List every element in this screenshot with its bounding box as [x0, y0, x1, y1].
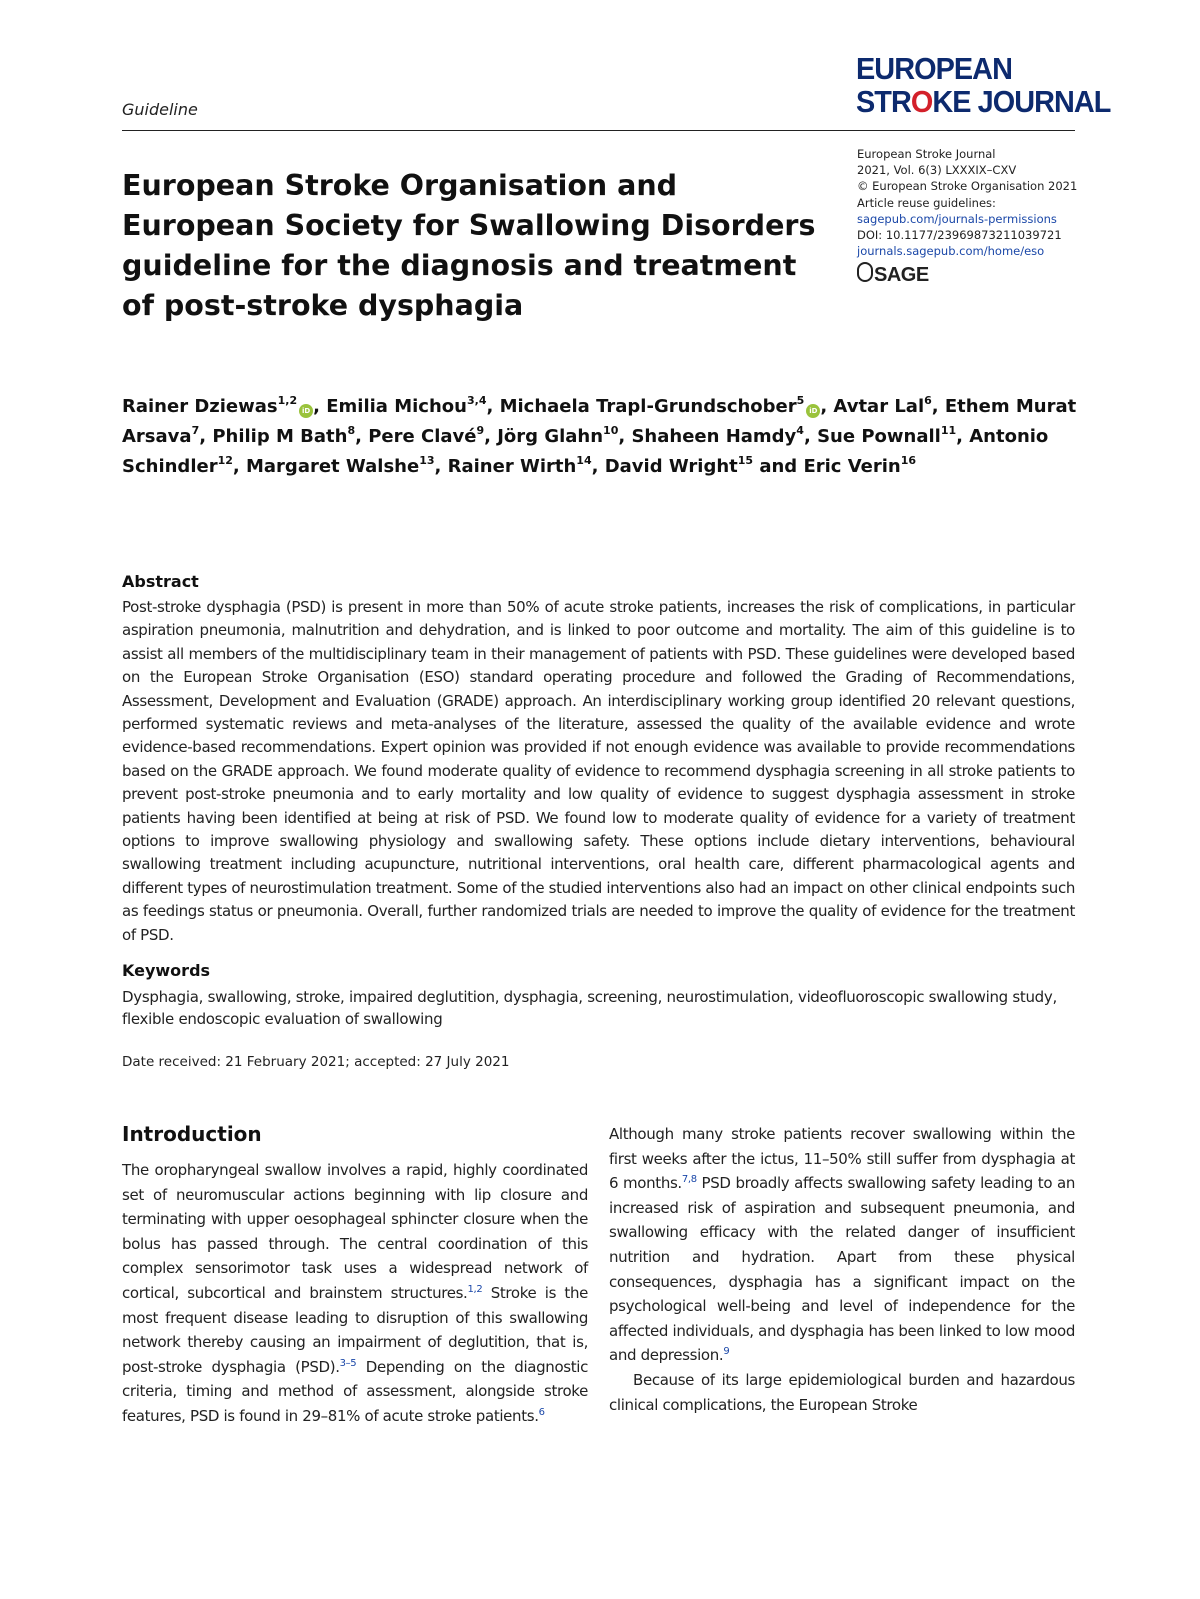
- intro-paragraph: Because of its large epidemiological burden and hazardous clinical complications, the European Stroke: [609, 1370, 1075, 1414]
- orcid-icon[interactable]: iD: [299, 404, 313, 418]
- affiliation-marker: 13: [419, 454, 435, 467]
- affiliation-marker: 11: [940, 424, 957, 437]
- meta-copyright: © European Stroke Organisation 2021: [857, 179, 1078, 194]
- affiliation-marker: 15: [737, 454, 754, 467]
- meta-reuse-label: Article reuse guidelines:: [857, 195, 996, 210]
- author-name: Avtar Lal: [833, 396, 925, 417]
- author-name: Margaret Walshe: [246, 456, 420, 477]
- author-name: Rainer Dziewas: [122, 396, 278, 417]
- keywords-text: Dysphagia, swallowing, stroke, impaired deglutition, dysphagia, screening, neurostimulation, videofluoroscopic swallowing study, flexible endoscopic evaluation of swallowing: [122, 988, 1057, 1028]
- author-name: David Wright: [604, 456, 738, 477]
- meta-journal: European Stroke Journal: [857, 147, 996, 161]
- affiliation-marker: 8: [347, 424, 356, 437]
- affiliation-marker: 12: [217, 454, 233, 467]
- affiliation-marker: 16: [900, 454, 917, 467]
- sage-mark-icon: [857, 262, 873, 282]
- author-name: Michaela Trapl-Grundschober: [499, 396, 797, 417]
- author-list: Rainer Dziewas$^{1,2}$iD , Emilia Michou$^{3,4}$, Michaela Trapl-Grundschober$^5$iD , Avtar Lal$^6$, Ethem Murat Arsava$^7$, Philip M Bath$^8$, Pere Clavé$^9$, Jörg Glahn$^{10}$, Shaheen Hamdy$^4$, Sue Pownall$^{11}$, Antonio Schindler$^{12}$, Margaret Walshe$^{13}$, Rainer Wirth$^{14}$, David Wright$^{15}$ and Eric Verin$^{16}$: [122, 394, 1077, 477]
- affiliation-marker: 1,2: [277, 394, 298, 407]
- author-name: Rainer Wirth: [447, 456, 577, 477]
- publisher-logo: SAGE: [857, 262, 929, 287]
- journal-logo: [856, 52, 1110, 118]
- affiliation-marker: 4: [796, 424, 804, 437]
- affiliation-marker: 14: [576, 454, 592, 467]
- journal-home-link[interactable]: journals.sagepub.com/home/eso: [857, 244, 1045, 259]
- intro-column-left: The oropharyngeal swallow involves a rapid, highly coordinated set of neuromuscular actions beginning with lip closure and terminating with upper oesophageal sphincter closure when the bolus has passed through. The central coordination of this complex sensorimotor task uses a widespread network of cortical, subcortical and brainstem structures.$^{1,2}$ Stroke is the most frequent disease leading to disruption of this swallowing network thereby causing an impairment of deglutition, that is, post-stroke dysphagia (PSD).$^{3-5}$ Depending on the diagnostic criteria, timing and method of assessment, alongside stroke features, PSD is found in 29–81% of acute stroke patients.$^6$: [122, 1161, 588, 1425]
- affiliation-marker: 7: [191, 424, 200, 437]
- article-title: European Stroke Organisation and European Society for Swallowing Disorders guideline for the diagnosis and treatment of post-stroke dysphagia: [122, 169, 816, 322]
- author-name: Antonio Schindler: [122, 426, 1049, 477]
- author-name: Pere Clavé: [368, 426, 477, 447]
- author-name: Jörg Glahn: [497, 426, 604, 447]
- citation-marker[interactable]: 7,8: [681, 1174, 697, 1186]
- citation-marker[interactable]: 9: [723, 1346, 730, 1358]
- reuse-link[interactable]: sagepub.com/journals-permissions: [857, 211, 1057, 226]
- journal-logo-line1: EUROPEAN: [856, 51, 1012, 86]
- author-name: Ethem Murat Arsava: [122, 396, 1077, 447]
- meta-doi: DOI: 10.1177/23969873211039721: [857, 228, 1062, 243]
- intro-column-right: [609, 1122, 1075, 1417]
- citation-marker[interactable]: 6: [538, 1406, 545, 1418]
- author-name: Shaheen Hamdy: [631, 426, 797, 447]
- affiliation-marker: 9: [476, 424, 485, 437]
- orcid-icon[interactable]: iD: [806, 404, 820, 418]
- meta-volume: 2021, Vol. 6(3) LXXXIX–CXV: [857, 163, 1017, 178]
- author-name: Philip M Bath: [212, 426, 348, 447]
- article-meta: [857, 146, 1087, 259]
- author-name: Emilia Michou: [326, 396, 467, 417]
- affiliation-marker: 6: [924, 394, 932, 407]
- author-name: Eric Verin: [803, 456, 901, 477]
- affiliation-marker: 10: [603, 424, 619, 437]
- dates-line: Date received: 21 February 2021; accepted: 27 July 2021: [122, 1054, 510, 1070]
- affiliation-marker: 5: [796, 394, 805, 407]
- journal-logo-line2: STROKE JOURNAL: [856, 84, 1111, 119]
- abstract-text: Post-stroke dysphagia (PSD) is present in more than 50% of acute stroke patients, increases the risk of complications, in particular aspiration pneumonia, malnutrition and dehydration, and is linked to poor outcome and mortality. The aim of this guideline is to assist all members of the multidisciplinary team in their management of patients with PSD. These guidelines were developed based on the European Stroke Organisation (ESO) standard operating procedure and followed the Grading of Recommendations, Assessment, Development and Evaluation (GRADE) approach. An interdisciplinary working group identified 20 relevant questions, performed systematic reviews and meta-analyses of the literature, assessed the quality of the available evidence and wrote evidence-based recommendations. Expert opinion was provided if not enough evidence was available to provide recommendations based on the GRADE approach. We found moderate quality of evidence to recommend dysphagia screening in all stroke patients to prevent post-stroke pneumonia and to early mortality and low quality of evidence to suggest dysphagia assessment in stroke patients having been identified at being at risk of PSD. We found low to moderate quality of evidence for a variety of treatment options to improve swallowing physiology and swallowing safety. These options include dietary interventions, behavioural swallowing treatment including acupuncture, nutritional interventions, oral health care, different pharmacological agents and different types of neurostimulation treatment. Some of the studied interventions also had an impact on other clinical endpoints such as feedings status or pneumonia. Overall, further randomized trials are needed to improve the quality of evidence for the treatment of PSD.: [122, 598, 1075, 944]
- abstract-heading: Abstract: [122, 572, 199, 591]
- author-name: Sue Pownall: [817, 426, 941, 447]
- header-rule: [122, 130, 1075, 131]
- affiliation-marker: 3,4: [466, 394, 487, 407]
- citation-marker[interactable]: 1,2: [467, 1283, 483, 1295]
- article-type-label: Guideline: [122, 100, 198, 119]
- introduction-heading: Introduction: [122, 1122, 262, 1146]
- citation-marker[interactable]: 3–5: [339, 1357, 357, 1369]
- intro-paragraph: Although many stroke patients recover swallowing within the first weeks after the ictus, 11–50% still suffer from dysphagia at 6 months.$^{7,8}$ PSD broadly affects swallowing safety leading to an increased risk of aspiration and subsequent pneumonia, and swallowing efficacy with the related danger of insufficient nutrition and hydration. Apart from these physical consequences, dysphagia has a significant impact on the psychological well-being and level of independence for the affected individuals, and dysphagia has been linked to low mood and depression.$^9$: [609, 1125, 1075, 1365]
- keywords-heading: Keywords: [122, 961, 211, 980]
